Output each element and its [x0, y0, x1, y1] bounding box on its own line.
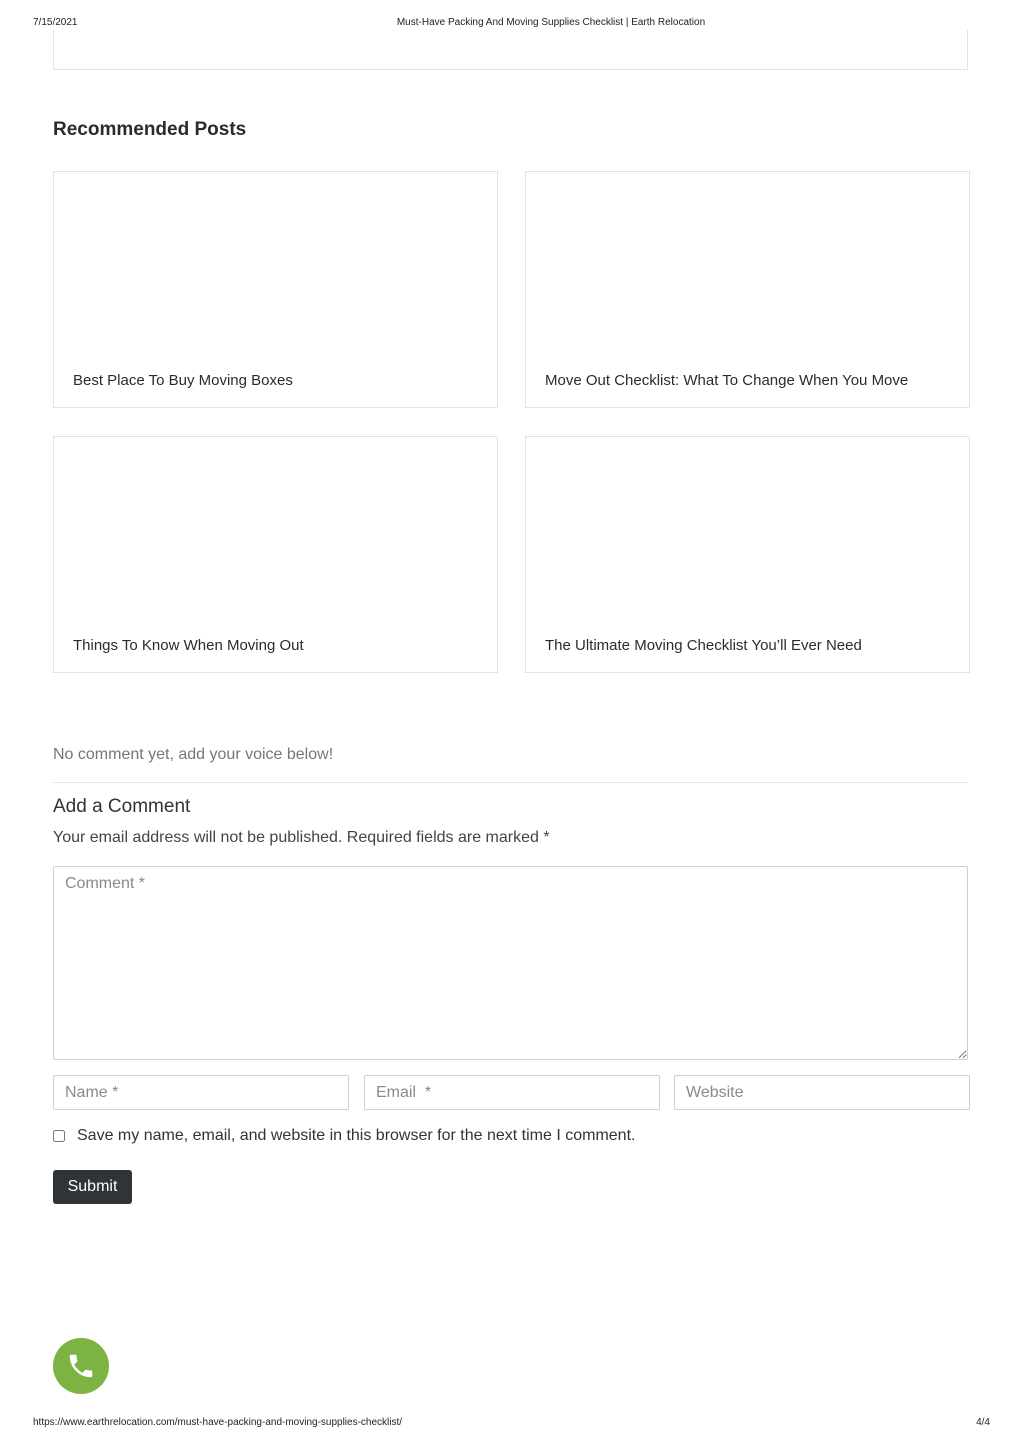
- submit-button[interactable]: Submit: [53, 1170, 132, 1204]
- print-page-title: Must-Have Packing And Moving Supplies Checklist | Earth Relocation: [396, 17, 706, 28]
- no-comments-message: No comment yet, add your voice below!: [53, 746, 334, 763]
- remember-me-checkbox[interactable]: [53, 1130, 65, 1142]
- recommended-post-card[interactable]: [525, 171, 970, 408]
- post-title[interactable]: Things To Know When Moving Out: [73, 637, 304, 654]
- recommended-post-card[interactable]: [53, 171, 498, 408]
- add-comment-heading: Add a Comment: [53, 796, 191, 817]
- website-input[interactable]: [674, 1075, 970, 1110]
- post-title[interactable]: The Ultimate Moving Checklist You’ll Ever Need: [545, 637, 862, 654]
- divider: [53, 782, 968, 783]
- phone-icon: [66, 1351, 96, 1381]
- recommended-post-card[interactable]: [525, 436, 970, 673]
- previous-content-box: [53, 30, 968, 70]
- call-button[interactable]: [53, 1338, 109, 1394]
- post-title[interactable]: Move Out Checklist: What To Change When You Move: [545, 372, 909, 389]
- required-fields-notice: Your email address will not be published. Required fields are marked *: [53, 829, 550, 846]
- print-page-number: 4/4: [976, 1417, 990, 1428]
- remember-me-row[interactable]: [53, 1127, 635, 1145]
- print-url: https://www.earthrelocation.com/must-have-packing-and-moving-supplies-checklist/: [33, 1417, 403, 1428]
- remember-me-label: Save my name, email, and website in this browser for the next time I comment.: [77, 1127, 636, 1144]
- email-input[interactable]: [364, 1075, 660, 1110]
- comment-textarea[interactable]: [53, 866, 968, 1060]
- recommended-posts-heading: Recommended Posts: [53, 119, 247, 140]
- post-title[interactable]: Best Place To Buy Moving Boxes: [73, 372, 293, 389]
- name-input[interactable]: [53, 1075, 349, 1110]
- print-date: 7/15/2021: [33, 17, 78, 28]
- recommended-post-card[interactable]: [53, 436, 498, 673]
